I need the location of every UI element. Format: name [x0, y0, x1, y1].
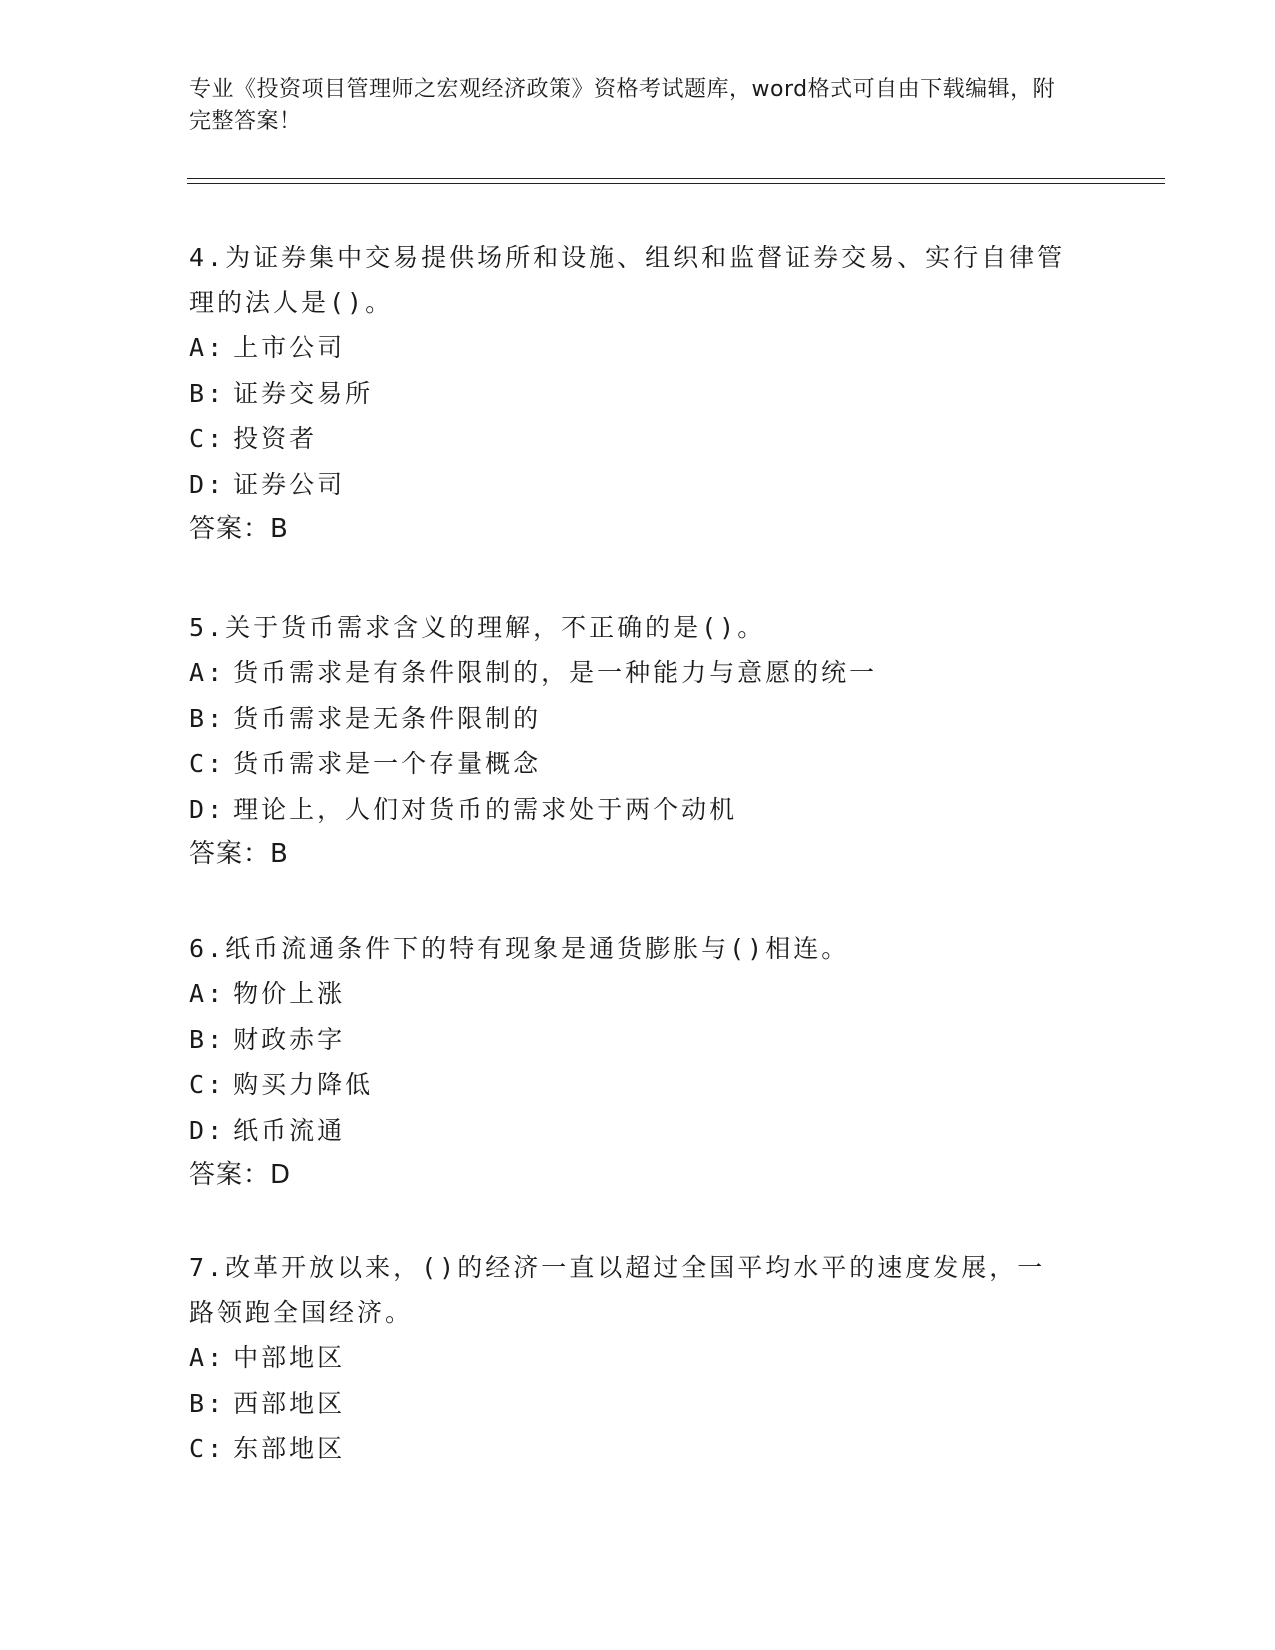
question-stem: 7.改革开放以来，()的经济一直以超过全国平均水平的速度发展，一路领跑全国经济。	[189, 1253, 1046, 1327]
option-b	[189, 1017, 1069, 1063]
question-4	[189, 235, 1069, 552]
option-separator: :	[207, 1070, 226, 1099]
option-text: 证券公司	[233, 469, 346, 499]
option-letter: B	[189, 703, 208, 733]
option-text: 理论上，人们对货币的需求处于两个动机	[233, 794, 738, 824]
option-letter: C	[189, 749, 208, 778]
question-stem: 6.纸币流通条件下的特有现象是通货膨胀与()相连。	[189, 934, 850, 963]
question-6	[189, 926, 1069, 1198]
option-separator: :	[207, 794, 226, 824]
header-divider-top	[187, 178, 1165, 179]
option-text: 货币需求是无条件限制的	[233, 703, 542, 733]
option-b	[189, 371, 1069, 417]
option-text: 纸币流通	[233, 1115, 346, 1145]
answer-line: 答案：B	[189, 514, 289, 544]
question-stem: 4.为证券集中交易提供场所和设施、组织和监督证券交易、实行自律管理的法人是()。	[189, 243, 1066, 317]
option-separator: :	[207, 1115, 226, 1145]
option-letter: A	[189, 1343, 208, 1372]
option-separator: :	[207, 1388, 226, 1418]
document-header: 专业《投资项目管理师之宏观经济政策》资格考试题库，word格式可自由下载编辑，附完整答案！	[189, 77, 1056, 134]
option-b	[189, 1381, 1069, 1427]
question-stem: 5.关于货币需求含义的理解，不正确的是()。	[189, 613, 766, 642]
option-letter: A	[189, 979, 208, 1008]
option-c	[189, 1426, 1069, 1472]
header-divider-bottom	[187, 183, 1165, 184]
option-d	[189, 1108, 1069, 1154]
option-letter: A	[189, 333, 208, 362]
option-separator: :	[207, 979, 226, 1008]
option-letter: D	[189, 469, 208, 499]
option-text: 购买力降低	[233, 1070, 374, 1099]
option-separator: :	[207, 703, 226, 733]
option-text: 投资者	[233, 424, 318, 453]
option-letter: A	[189, 658, 208, 687]
option-separator: :	[207, 378, 226, 408]
option-letter: B	[189, 378, 208, 408]
option-text: 证券交易所	[233, 378, 374, 408]
option-text: 物价上涨	[233, 979, 346, 1008]
option-text: 东部地区	[233, 1434, 346, 1463]
question-7	[189, 1245, 1069, 1472]
option-a	[189, 650, 1069, 696]
option-separator: :	[207, 424, 226, 453]
option-separator: :	[207, 1434, 226, 1463]
option-c	[189, 741, 1069, 787]
option-a	[189, 325, 1069, 371]
question-5	[189, 605, 1069, 877]
option-letter: D	[189, 1115, 208, 1145]
option-letter: B	[189, 1388, 208, 1418]
option-text: 货币需求是一个存量概念	[233, 749, 542, 778]
option-separator: :	[207, 749, 226, 778]
answer-line: 答案：D	[189, 1160, 292, 1190]
option-text: 中部地区	[233, 1343, 346, 1372]
option-letter: C	[189, 424, 208, 453]
option-d	[189, 787, 1069, 833]
option-letter: D	[189, 794, 208, 824]
option-c	[189, 1062, 1069, 1108]
option-a	[189, 1335, 1069, 1381]
option-text: 西部地区	[233, 1388, 346, 1418]
option-c	[189, 416, 1069, 462]
option-a	[189, 971, 1069, 1017]
option-b	[189, 696, 1069, 742]
option-separator: :	[207, 658, 226, 687]
option-separator: :	[207, 469, 226, 499]
option-text: 财政赤字	[233, 1024, 346, 1054]
option-text: 上市公司	[233, 333, 346, 362]
option-separator: :	[207, 1024, 226, 1054]
option-letter: B	[189, 1024, 208, 1054]
option-d	[189, 462, 1069, 508]
option-letter: C	[189, 1434, 208, 1463]
option-separator: :	[207, 1343, 226, 1372]
option-letter: C	[189, 1070, 208, 1099]
answer-line: 答案：B	[189, 839, 289, 869]
option-separator: :	[207, 333, 226, 362]
option-text: 货币需求是有条件限制的，是一种能力与意愿的统一	[233, 658, 878, 687]
